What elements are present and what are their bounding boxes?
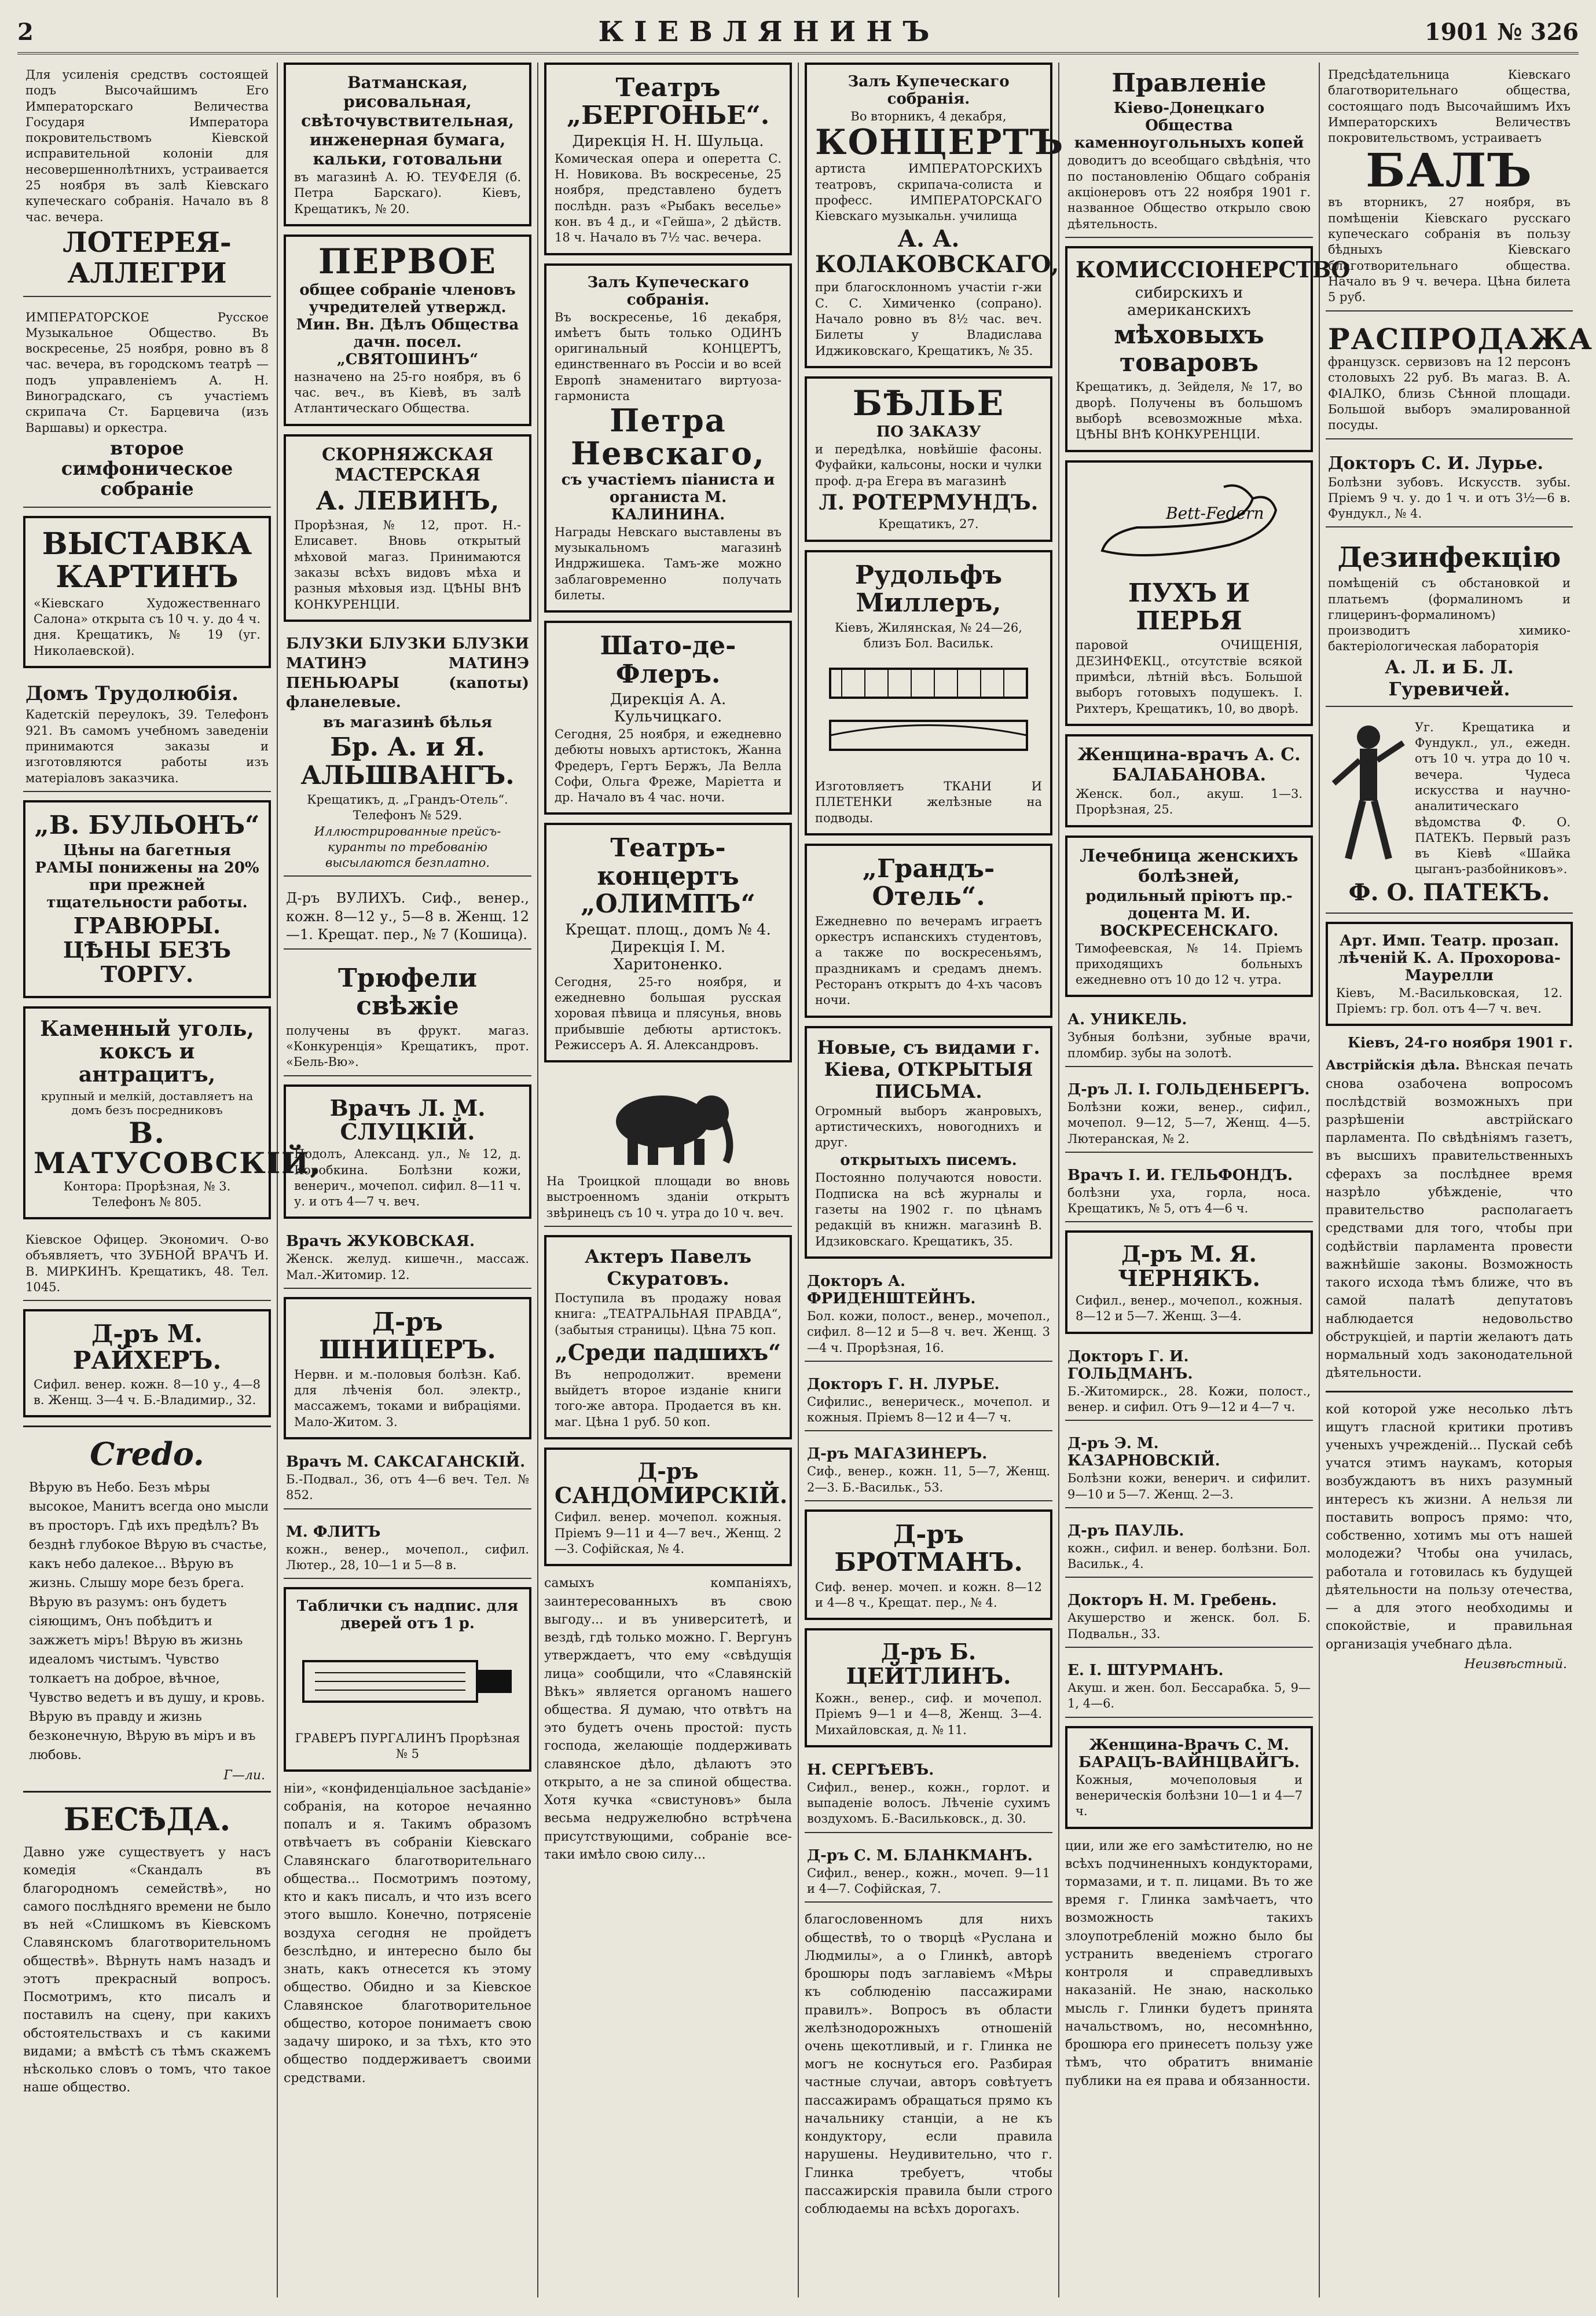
plates-ad <box>284 1587 531 1772</box>
actor-title: Актеръ Павелъ Скуратовъ. <box>584 1245 752 1290</box>
feather-ad <box>1065 460 1313 726</box>
lottery-title: ЛОТЕРЕЯ-АЛЛЕГРИ <box>63 226 232 290</box>
sergeev-ad <box>805 1756 1052 1833</box>
paper-ad <box>284 63 531 226</box>
board-text: доводитъ до всеобщаго свѣдѣнія, что по постановленію Общаго собранія акціонеровъ отъ 22 ноября 1901 г. названное Общество открыло свою дѣятельность. <box>1067 153 1311 231</box>
frames-text: Цѣны на багетныя РАМЫ понижены на 20% при прежней тщательности работы. <box>35 842 259 912</box>
shnitser-name: Д-ръ ШНИЦЕРЪ. <box>319 1307 496 1365</box>
talk-text: Давно уже существуетъ у насъ комедія «Скандалъ въ благородномъ семействѣ», но самого послѣдняго времени не было въ ней «Слишкомъ въ Кіевскомъ Славянскомъ благотворительномъ обществѣ». Вѣрнуть намъ назадъ и этотъ прекрасный вопросъ. Посмотримъ, кто писалъ и поставилъ на сцену, при какихъ обстоятельствахъ и съ какими видами; а вмѣстѣ съ тѣмъ скажемъ нѣсколько словъ о томъ, что такое наше общество. <box>23 1845 271 2095</box>
disinfect-ad <box>1326 536 1573 706</box>
column-6 <box>1320 63 1593 2297</box>
brotman-text: Сиф. венер. мочеп. и кожн. 8—12 и 4—8 ч., Крещат. пер., № 4. <box>815 1580 1042 1610</box>
column-2 <box>278 63 538 2297</box>
raikher-name: Д-ръ М. РАЙХЕРЪ. <box>72 1320 222 1375</box>
sale-ad <box>1326 320 1593 439</box>
commission-title: КОМИССІОНЕРСТВО <box>1076 256 1351 283</box>
lurie-ad <box>805 1370 1052 1432</box>
column-5 <box>1059 63 1351 2297</box>
blankman-ad <box>805 1841 1052 1903</box>
kolakovsky-hall: Залъ Купеческаго собранія. <box>847 73 1010 108</box>
disinfect-title: Дезинфекцію <box>1337 541 1561 574</box>
maginer-text: Сиф., венер., кожн. 11, 5—7, Женщ. 2—3. Б.-Васильк., 53. <box>807 1464 1050 1494</box>
paul-ad <box>1065 1516 1313 1578</box>
coal-title: Каменный уголь, коксъ и антрацитъ, <box>40 1016 254 1087</box>
concert-title: второе симфоническое собраніе <box>61 437 233 500</box>
kazarnovsky-text: Болѣзни кожи, венерич. и сифилит. 9—10 и 5—7. Женщ. 2—3. <box>1067 1471 1311 1501</box>
clinic-sub: родильный пріютъ пр.-доцента М. И. ВОСКРЕСЕНСКАГО. <box>1085 887 1293 940</box>
exhibition-text: «Кіевскаго Художественнаго Салона» открыта съ 10 ч. у. до 4 ч. дня. Крещатикъ, № 19 (уг. Николаевской). <box>34 596 261 658</box>
chateau-ad <box>544 621 792 815</box>
sergeev-name: Н. СЕРГѢЕВЪ. <box>807 1761 934 1779</box>
lurie-text: Сифилис., венерическ., мочепол. и кожныя. Пріемъ 8—12 и 4—7 ч. <box>807 1394 1050 1425</box>
commission-ad <box>1065 246 1351 452</box>
grand-hotel-ad <box>805 844 1052 1018</box>
theatre-ad <box>1326 922 1573 1027</box>
mid-article-col6: кой которой уже несолько лѣтъ ищутъ гласной критики противъ ученыхъ учрежденій... Пускай себѣ учатся этимъ наукамъ, которыя возбуждаютъ въ нихъ разумный интересъ къ жизни. А нельзя ли поставить вопросъ прямо: что, собственно, хотимъ мы отъ нашей молодежи? Чтобы она училась, работала и готовилась къ будущей дѣятельности на пользу отечества, — а для этого необходимы и спокойствіе, и правильная организація учебнаго дѣла. <box>1326 1402 1573 1652</box>
sandomirsky-name: Д-ръ САНДОМИРСКІЙ. <box>555 1457 788 1508</box>
concert-title: КОНЦЕРТЪ <box>815 122 1065 163</box>
bergonie-sub: Дирекція Н. Н. Шульца. <box>572 132 764 150</box>
coal-name: В. МАТУСОВСКІЙ, <box>34 1115 321 1180</box>
balabanova-text: Женск. бол., акуш. 1—3. Прорѣзная, 25. <box>1076 786 1303 817</box>
elephant-text: На Троицкой площади во вновь выстроенномъ зданіи открытъ звѣринецъ съ 10 ч. утра до 10 ч. веч. <box>546 1174 790 1220</box>
bed-frame-icon <box>815 657 1042 773</box>
flit-ad <box>284 1518 531 1580</box>
exhibition-title: ВЫСТАВКА КАРТИНЪ <box>42 526 252 595</box>
board-sub: Кіево-Донецкаго Общества каменноугольныхъ копей <box>1074 100 1304 152</box>
mid-article-col2: ніи», «конфиденціальное засѣданіе» собранія, на которое нечаянно попалъ и я. Такимъ образомъ отвѣчаетъ въ собраніи Кіевскаго Славянскаго благотворительнаго общества... Посмотримъ поэтому, кто и какъ писалъ, и что изъ всего этого вышло. Конечно, потрясеніе воздуха сегодня не пройдетъ безслѣдно, и интересно было бы знать, какъ отнесется къ этому общество. Обидно и за Кіевское Славянское благотворительное общество, которое понимаетъ свою задачу широко, и за тѣхъ, кто это общество поддерживаетъ своими средствами. <box>284 1781 531 2086</box>
credo-poem: Вѣрую въ Небо. Безъ мѣры высокое, Манитъ всегда оно мысли въ просторъ. Гдѣ ихъ предѣлъ? Въ безднѣ глубокое Вѣрую въ счастье, какъ небо далекое... Вѣрую въ жизнь. Слышу море безъ брега. Вѣрую въ разумъ: онъ будетъ сіяющимъ, Онъ побѣдитъ и зажжетъ міръ! Вѣрую въ жизнь идеаломъ чистымъ. Чувство толкаетъ на доброе, вѣчное, Чувство ведетъ и въ душу, и кровь. Вѣрую въ правду и жизнь безконечную, Вѣрую въ міръ и въ любовь. <box>29 1481 269 1763</box>
lottery-ad <box>23 63 271 297</box>
gelfond-name: Врачъ І. И. ГЕЛЬФОНДЪ. <box>1067 1166 1293 1184</box>
clinic-ad <box>1065 835 1313 998</box>
unikel-name: А. УНИКЕЛЬ. <box>1067 1011 1187 1029</box>
elephant-icon <box>546 1081 790 1168</box>
linen-text: и передѣлка, новѣйшіе фасоны. Фуфайки, кальсоны, носки и чулки проф. д-ра Егера въ магазинѣ <box>815 442 1042 488</box>
plates-title: Таблички съ надпис. для дверей отъ 1 р. <box>296 1597 519 1633</box>
linen-addr: Крещатикъ, 27. <box>878 517 979 532</box>
nevsky-name: Петра Невскаго, <box>571 402 765 472</box>
ball-intro: Предсѣдательница Кіевскаго благотворительнаго общества, состоящаго подъ Высочайшимъ Ихъ Императорскихъ Величествъ покровительствомъ, устраиваетъ <box>1328 68 1571 145</box>
goldenberg-name: Д-ръ Л. І. ГОЛЬДЕНБЕРГЪ. <box>1067 1080 1310 1098</box>
chernyak-name: Д-ръ М. Я. ЧЕРНЯКЪ. <box>1118 1241 1260 1292</box>
saksagansky-name: Врачъ М. САКСАГАНСКІЙ. <box>286 1453 526 1471</box>
kazarnovsky-name: Д-ръ Э. М. КАЗАРНОВСКІЙ. <box>1067 1435 1220 1470</box>
olimp-text: Сегодня, 25-го ноября, и ежедневно большая русская хоровая пѣвица и плясунья, вновь прибывшіе дебюты артистокъ. Режиссеръ А. Я. Александровъ. <box>555 974 782 1052</box>
paul-text: кожн., сифил. и венер. болѣзни. Бол. Васильк., 4. <box>1067 1541 1311 1571</box>
dateline: Кіевъ, 24-го ноября 1901 г. <box>1348 1034 1573 1051</box>
clinic-text: Тимофеевская, № 14. Пріемъ приходящихъ больныхъ ежедневно отъ 10 до 12 ч. утра. <box>1076 941 1303 987</box>
grebnev-name: Докторъ Н. М. Гребень. <box>1067 1592 1277 1610</box>
unikel-ad <box>1065 1005 1313 1067</box>
gelfond-text: болѣзни уха, горла, носа. Крещатикъ, № 5, отъ 4—6 ч. <box>1067 1185 1311 1216</box>
olimp-sub: Крещат. площ., домъ № 4. Дирекція І. М. Харитоненко. <box>565 921 771 973</box>
unikel-text: Зубныя болѣзни, зубные врачи, пломбир. зубы на золотѣ. <box>1067 1030 1311 1060</box>
austria-title: Австрійскія дѣла. <box>1326 1058 1460 1073</box>
paper-title: Ватманская, рисовальная, свѣточувствительная, инженерная бумага, кальки, готовальни <box>301 73 514 168</box>
chernyak-ad <box>1065 1230 1313 1333</box>
shturman-ad <box>1065 1656 1313 1718</box>
austria-article <box>1326 1057 1573 1382</box>
frames-ad <box>23 800 271 998</box>
actor-ad <box>544 1235 792 1439</box>
sandomirsky-text: Сифил. венер. мочепол. кожныя. Пріемъ 9—11 и 4—7 веч., Женщ. 2—3. Софійская, № 4. <box>555 1510 782 1556</box>
vulikh-text: Д-ръ ВУЛИХЪ. Сиф., венер., кожн. 8—12 у., 5—8 в. Женщ. 12—1. Крещат. пер., № 7 (Кошица). <box>286 890 529 943</box>
raikher-ad <box>23 1309 271 1417</box>
balabanova-name: Женщина-врачъ А. С. БАЛАБАНОВА. <box>1077 744 1301 785</box>
maginer-name: Д-ръ МАГАЗИНЕРЪ. <box>807 1445 988 1463</box>
slutsky-text: Подолъ, Александ. ул., № 12, д. Коробкина. Болѣзни кожи, венерич., мочепол. сифил. 8—11 ч. у. и отъ 4—7 ч. веч. <box>294 1147 521 1209</box>
tseitlin-name: Д-ръ Б. ЦЕЙТЛИНЪ. <box>846 1639 1011 1690</box>
fur-ad <box>284 434 531 622</box>
patek-name: Ф. О. ПАТЕКЪ. <box>1348 878 1550 906</box>
gypsy-text: Уг. Крещатика и Фундукл., ул., ежедн. отъ 10 ч. утра до 10 ч. вечера. Чудеса искусства и научно-аналитическаго вѣдомства Ф. О. ПАТЕКЪ. Первый разъ въ Кіевѣ «Шайка цыганъ-разбойниковъ». <box>1415 720 1571 877</box>
section-divider <box>1326 1391 1573 1392</box>
meeting-ad <box>284 234 531 426</box>
exhibition-ad <box>23 516 271 669</box>
shop-note: Иллюстрированные прейсъ-куранты по требованію высылаются безплатно. <box>314 824 501 870</box>
saksagansky-ad <box>284 1448 531 1509</box>
concert-sub: артиста ИМПЕРАТОРСКИХЪ театровъ, скрипача-солиста и професс. ИМПЕРАТОРСКАГО Кіевскаго музыкальн. училища <box>815 162 1042 223</box>
linen-name: Л. РОТЕРМУНДЪ. <box>819 490 1039 515</box>
truffle-text: получены въ фрукт. магаз. «Конкуренція» Крещатикъ, прот. «Бель-Вю». <box>286 1023 529 1069</box>
book-text: Въ непродолжит. времени выйдетъ второе изданіе книги того-же автора. Продается въ кн. маг. Цѣна 1 руб. 50 коп. <box>555 1367 782 1429</box>
goldenberg-ad <box>1065 1075 1313 1153</box>
brotman-name: Д-ръ БРОТМАНЪ. <box>834 1520 1023 1578</box>
shop-title: въ магазинѣ бѣлья <box>322 714 493 732</box>
acrobat-icon <box>1328 720 1409 878</box>
slutsky-ad <box>284 1084 531 1219</box>
blankman-text: Сифил., венер., кожн., мочеп. 9—11 и 4—7. Софійская, 7. <box>807 1866 1050 1896</box>
page-number: 2 <box>17 18 34 46</box>
coal-sub: крупный и мелкій, доставляетъ на домъ безъ посредниковъ <box>41 1089 254 1117</box>
miller-goods: Изготовляетъ ТКАНИ И ПЛЕТЕНКИ желѣзные на подводы. <box>815 779 1042 825</box>
postcard-ad <box>805 1026 1052 1259</box>
stamp-text: ГРАВЕРЪ ПУРГАЛИНЪ Прорѣзная № 5 <box>295 1731 520 1761</box>
chateau-text: Сегодня, 25 ноября, и ежедневно дебюты новыхъ артистокъ, Жанна Фредеръ, Гертъ Бержъ, Ла Велла Софи, Ольга Фреже, Маріетта и др. Начало въ 4 час. ночи. <box>555 727 782 805</box>
raikher-text: Сифил. венер. кожн. 8—10 у., 4—8 в. Женщ. 3—4 ч. Б.-Владимир., 32. <box>34 1377 261 1407</box>
paper-contact: въ магазинѣ А. Ю. ТЕУФЕЛЯ (б. Петра Барскаго). Кіевъ, Крещатикъ, № 20. <box>294 170 521 216</box>
maginer-ad <box>805 1439 1052 1501</box>
barats-text: Кожныя, мочеполовыя и венерическія болѣзни 10—1 и 4—7 ч. <box>1076 1772 1303 1819</box>
bergonie-title: Театръ „БЕРГОНЬЕ“. <box>566 73 770 131</box>
fridenstein-name: Докторъ А. ФРИДЕНШТЕЙНЪ. <box>807 1272 976 1307</box>
shnitser-ad <box>284 1297 531 1439</box>
sale-text: французск. сервизовъ на 12 персонъ столовыхъ 22 руб. Въ магаз. В. А. ФІАЛКО, близь Сѣнной площади. Большой выборъ эмалированной посуды. <box>1328 355 1571 433</box>
postcard-more: открытыхъ писемъ. <box>840 1152 1017 1170</box>
newspaper-title: КІЕВЛЯНИНЪ <box>598 16 940 48</box>
blouse-text: БЛУЗКИ БЛУЗКИ БЛУЗКИ МАТИНЭ МАТИНЭ ПЕНЬЮАРЫ (капоты) фланелевые. <box>286 635 529 712</box>
austria-text: Вѣнская печать снова озабочена вопросомъ послѣдствій возможныхъ при разрѣшеніи австрійскаго парламента. По свѣдѣніямъ газетъ, въ высшихъ правительственныхъ сферахъ за послѣднее время назрѣло убѣжденіе, что правительство располагаетъ средствами для того, чтобы при содѣйствіи парламента провести важнѣйшіе законы. Возможность такого исхода тѣмъ ближе, что въ самой палатѣ депутатовъ наблюдается недовольство обструкціей, и партіи желаютъ дать нормальный ходъ законодательной дѣятельности. <box>1326 1058 1573 1381</box>
lottery-text: Для усиленія средствъ состоящей подъ Высочайшимъ Его Императорскаго Величества Государя Императора покровительствомъ Кіевской исправительной колоніи для несовершеннолѣтнихъ, устраивается 25 ноября въ залѣ Кіевскаго купеческаго собранія. Начало въ 8 час. вечера. <box>25 68 269 224</box>
nevsky-text: Награды Невскаго выставлены въ музыкальномъ магазинѣ Индржишека. Тамъ-же можно заблаговременно получать билеты. <box>555 525 782 602</box>
frames-title: „В. БУЛЬОНЪ“ <box>34 810 260 840</box>
goldman-ad <box>1065 1342 1313 1421</box>
ball-title: БАЛЪ <box>1366 143 1533 198</box>
officer-text: Кіевское Офицер. Экономич. О-во объявляетъ, что ЗУБНОЙ ВРАЧЪ И. В. МИРКИНЪ. Крещатикъ, 48. Тел. 1045. <box>25 1233 269 1294</box>
column-1 <box>17 63 321 2297</box>
concert-ad <box>23 305 271 508</box>
meeting-sub: общее собраніе членовъ учредителей утвержд. Мин. Вн. Дѣлъ Общества дачн. посел. „СВЯТОШИНЪ“ <box>296 281 519 368</box>
slutsky-name: Врачъ Л. М. СЛУЦКІЙ. <box>329 1094 486 1145</box>
board-title: Правленіе <box>1111 68 1267 98</box>
issue-number: 1901 № 326 <box>1424 18 1579 46</box>
coal-ad <box>23 1006 321 1219</box>
disinfect-name: А. Л. и Б. Л. Гуревичей. <box>1385 655 1514 700</box>
theatre-text: Кіевъ, М.-Васильковская, 12. Пріемъ: гр. бол. отъ 4—7 ч. веч. <box>1336 985 1562 1016</box>
actor-text: Поступила въ продажу новая книга: „ТЕАТРАЛЬНАЯ ПРАВДА“, (забытыя страницы). Цѣна 75 коп. <box>555 1291 782 1337</box>
sandomirsky-ad <box>544 1448 792 1566</box>
section-divider <box>23 1425 271 1427</box>
board-ad <box>1065 63 1313 238</box>
miller-addr: Кіевъ, Жилянская, № 24—26, близъ Бол. Васильк. <box>835 620 1022 650</box>
zhukovsky-name: Врачъ ЖУКОВСКАЯ. <box>286 1233 475 1251</box>
kolakovsky-date: Во вторникъ, 4 декабря, <box>850 109 1007 123</box>
engrave-text: ГРАВЮРЫ. ЦѢНЫ БЕЗЪ ТОРГУ. <box>63 913 232 987</box>
balabanova-ad <box>1065 734 1313 827</box>
olimp-ad <box>544 823 792 1062</box>
column-3 <box>538 63 799 2297</box>
linen-sub: ПО ЗАКАЗУ <box>876 423 981 441</box>
zhukovsky-text: Женск. желуд. кишечн., массаж. Мал.-Житомир. 12. <box>286 1252 529 1282</box>
coal-contact: Контора: Прорѣзная, № 3. Телефонъ № 805. <box>63 1179 231 1209</box>
nevsky-ad <box>544 263 792 613</box>
ball-text: въ вторникъ, 27 ноября, въ помѣщеніи Кіевскаго русскаго купеческаго собранія въ пользу бѣдныхъ Кіевскаго благотворительнаго общества. Начало въ 9 ч. вечера. Цѣна билета 5 руб. <box>1328 195 1571 305</box>
chateau-sub: Дирекція А. А. Кульчицкаго. <box>610 690 727 725</box>
gelfond-ad <box>1065 1161 1313 1223</box>
furs-text: Крещатикъ, д. Зейделя, № 17, во дворѣ. Получены въ большомъ выборѣ всевозможные мѣха. ЦѢНЫ ВНѢ КОНКУРЕНЦІИ. <box>1076 380 1303 442</box>
feather-title: ПУХЪ И ПЕРЬЯ <box>1128 578 1250 636</box>
paul-name: Д-ръ ПАУЛЬ. <box>1067 1522 1184 1540</box>
blankman-name: Д-ръ С. М. БЛАНКМАНЪ. <box>807 1846 1033 1864</box>
sergeev-text: Сифил., венер., кожн., горлот. и выпаденіе волосъ. Лѣченіе сухимъ воздухомъ. Б.-Васильковск., д. 30. <box>807 1780 1050 1826</box>
ball-ad <box>1326 63 1573 312</box>
feather-text: паровой ОЧИЩЕНІЯ, ДЕЗИНФЕКЦ., отсутствіе всякой примѣси, лѣтній вѣсъ. Большой выборъ готовыхъ подушекъ. І. Рихтеръ, Крещатикъ, 10, во дворѣ. <box>1076 638 1303 716</box>
goldman-name: Докторъ Г. И. ГОЛЬДМАНЪ. <box>1067 1347 1193 1383</box>
goldenberg-text: Болѣзни кожи, венер., сифил., мочепол. 9—12, 5—7, Женщ. 4—5. Лютеранская, № 2. <box>1067 1100 1311 1146</box>
grand-title: „Грандъ-Отель“. <box>862 854 995 912</box>
mid-article-col4: благословенномъ для нихъ обществѣ, то о творцѣ «Руслана и Людмилы», а о Глинкѣ, авторѣ брошюры подъ заглавіемъ «Мѣры къ соблюденію пассажирами правилъ». Вопросъ въ области желѣзнодорожныхъ отношеній очень щекотливый, и г. Глинка не могъ не коснуться его. Разбирая частные случаи, авторъ совѣтуетъ пассажирамъ обращаться прямо къ начальнику станціи, а не къ кондуктору, если правила нарушены. Неудивительно, что г. Глинка требуетъ, чтобы пассажирскія правила были строго соблюдаемы на всѣхъ дорогахъ. <box>805 1912 1052 2217</box>
meeting-text: назначено на 25-го ноября, въ 6 час. веч., въ Кіевѣ, въ залѣ Атлантическаго Общества. <box>294 369 521 416</box>
chernyak-text: Сифил., венер., мочепол., кожныя. 8—12 и 5—7. Женщ. 3—4. <box>1076 1293 1303 1324</box>
nevsky-hall: Залъ Купеческаго собранія. <box>587 273 749 309</box>
barats-ad <box>1065 1726 1313 1829</box>
saksagansky-text: Б.-Подвал., 36, отъ 4—6 веч. Тел. № 852. <box>286 1472 529 1503</box>
grand-text: Ежедневно по вечерамъ играетъ оркестръ испанскихъ студентовъ, а также по воскресеньямъ, праздникамъ и средамъ днемъ. Ресторанъ открытъ до 4-хъ часовъ ночи. <box>815 914 1042 1007</box>
column-4 <box>799 63 1065 2297</box>
shturman-name: Е. І. ШТУРМАНЪ. <box>1067 1662 1224 1680</box>
lurie-dentist-name: Докторъ С. И. Лурье. <box>1328 453 1543 474</box>
flit-name: М. ФЛИТЪ <box>286 1523 381 1541</box>
officer-ad <box>23 1227 271 1301</box>
nevsky-intro: Въ воскресенье, 16 декабря, имѣетъ быть только ОДИНЪ оригинальный КОНЦЕРТЪ, единственнаго въ Россіи и во всей Европѣ знаменитаго виртуоза-гармониста <box>555 310 782 404</box>
commission-sub: сибирскихъ и американскихъ <box>1127 284 1251 319</box>
miller-ad <box>805 550 1052 835</box>
kolakovsky-name: А. А. КОЛАКОВСКАГО, <box>815 225 1059 278</box>
shnitser-text: Нервн. и м.-половыя болѣзн. Каб. для лѣченія бол. электр., массажемъ, токами и вибраціями. Мало-Житом. 3. <box>294 1367 521 1429</box>
mid-article-col5: ции, или же его замѣстителю, но не всѣхъ подчиненныхъ кондукторами, тормазами, и т. п. лицами. Въ то же время г. Глинка замѣчаетъ, что возможность такихъ злоупотребленій можно было бы устранить введеніемъ строгаго контроля и справедливыхъ наказаній. Не знаю, насколько мысль г. Глинки будетъ принята начальствомъ, но, несомнѣнно, брошюра его принесетъ пользу уже тѣмъ, что обратитъ вниманіе публики на ея права и обязанности. <box>1065 1838 1313 2088</box>
fur-name: А. ЛЕВИНЪ, <box>315 486 500 516</box>
miller-name: Рудольфъ Миллеръ, <box>854 560 1003 618</box>
article-sign: Неизвѣстный. <box>1464 1657 1567 1672</box>
zhukovsky-ad <box>284 1227 531 1289</box>
tseitlin-ad <box>805 1628 1052 1747</box>
nevsky-sub: съ участіемъ піаниста и органиста М. КАЛИНИНА. <box>561 471 775 523</box>
shop-name: Бр. А. и Я. АЛЬШВАНГЪ. <box>300 732 515 790</box>
furs-title: мѣховыхъ товаровъ <box>1114 320 1264 378</box>
disinfect-text: помѣщеній съ обстановкой и платьемъ (формалиномъ и глицеринъ-формалиномъ) производитъ химико-бактеріологическая лабораторія <box>1328 576 1571 654</box>
credo-title: Credo. <box>90 1435 204 1473</box>
tseitlin-text: Кожн., венер., сиф. и мочепол. Пріемъ 9—1 и 4—8, Женщ. 3—4. Михайловская, д. № 11. <box>815 1691 1042 1737</box>
chateau-title: Шато-де-Флеръ. <box>600 631 736 689</box>
truffle-title: Трюфели свѣжіе <box>338 963 477 1021</box>
swan-logo-icon <box>1076 475 1303 574</box>
concert-text: ИМПЕРАТОРСКОЕ Русское Музыкальное Общество. Въ воскресенье, 25 ноября, ровно въ 8 час. вечера, въ городскомъ театрѣ — подъ управленіемъ А. Н. Виноградскаго, съ участіемъ скрипача Ст. Барцевича (изъ Варшавы) и оркестра. <box>25 310 269 435</box>
postcard-subscription: Постоянно получаются новости. Подписка на всѣ журналы и газеты на 1902 г. по цѣнамъ редакцій въ книжн. магазинѣ В. Идзиковскаго. Крещатикъ, 35. <box>815 1171 1042 1248</box>
kolakovsky-text: при благосклонномъ участіи г-жи С. С. Химиченко (сопрано). Начало ровно въ 8½ час. веч. Билеты у Владислава Иджиковскаго, Крещатикъ, № 35. <box>815 280 1042 358</box>
credo-sign: Г—ли. <box>223 1768 265 1783</box>
theatre-title: Арт. Имп. Театр. прозап. лѣченій К. А. Прохорова-Маурелли <box>1338 932 1561 984</box>
linen-title: БѢЛЬЕ <box>852 383 1005 424</box>
shop-addr: Крещатикъ, д. „Грандъ-Отель“. Телефонъ № 529. <box>307 792 508 823</box>
fridenstein-ad <box>805 1267 1052 1362</box>
brotman-ad <box>805 1509 1052 1620</box>
grebnev-text: Акушерство и женск. бол. Б. Подвальн., 33. <box>1067 1611 1311 1641</box>
lurie-dentist-text: Болѣзни зубовъ. Искусств. зубы. Пріемъ 9 ч. у. до 1 ч. и отъ 3½—6 в. Фундукл., № 4. <box>1328 475 1571 521</box>
fur-text: Прорѣзная, № 12, прот. Н.-Елисавет. Вновь открытый мѣховой магаз. Принимаются заказы всѣхъ видовъ мѣха и разныя мѣховыя изд. ЦѢНЫ ВНѢ КОНКУРЕНЦІИ. <box>294 518 521 611</box>
bergonie-text: Комическая опера и оперетта С. Н. Новикова. Въ воскресенье, 25 ноября, представлено будетъ послѣдн. разъ «Рыбакъ веселье» кон. въ 4 д., и «Гейша», 2 дѣйств. 18 ч. Начало въ 7½ час. вечера. <box>555 151 782 245</box>
fridenstein-text: Бол. кожи, полост., венер., мочепол., сифил. 8—12 и 5—8 ч. веч. Женщ. 3—4 ч. Прорѣзная, 16. <box>807 1309 1050 1355</box>
section-divider <box>23 1791 271 1793</box>
feather-logo-text: Bett-Federn <box>1166 503 1264 523</box>
gypsy-ad <box>1326 715 1573 914</box>
blouse-ad <box>284 630 531 877</box>
linen-ad <box>805 376 1052 542</box>
postcard-text: Огромный выборъ жанровыхъ, артистическихъ, новогоднихъ и друг. <box>815 1104 1042 1150</box>
kazarnovsky-ad <box>1065 1429 1313 1508</box>
trud-text: Кадетскій переулокъ, 39. Телефонъ 921. Въ самомъ учебномъ заведеніи принимаются заказы и изготовляются работы изъ матеріаловъ заказчика. <box>25 708 269 785</box>
barats-name: Женщина-Врачъ С. М. БАРАЦЪ-ВАЙНЦВАЙГЪ. <box>1078 1736 1300 1771</box>
mid-article-col3: самыхъ компаніяхъ, заинтересованныхъ въ свою выгоду... и въ университетѣ, и вездѣ, гдѣ только можно. Г. Вергунъ утверждаетъ, что ему «свѣдущія лица» сообщили, что «Славянскій Вѣкъ» является органомъ нашего общества. Я думаю, что отвѣтъ на это будетъ очень простой: пусть господа, желающіе поддерживать славянское дѣло, дѣлаютъ это открыто, а не за спиной общества. Хотя кучка «свистуновъ» была весьма недружелюбно встрѣчена присутствующими, собраніе все-таки имѣло свою силу... <box>544 1576 792 1862</box>
sale-title: РАСПРОДАЖА <box>1328 321 1593 356</box>
meeting-title: ПЕРВОЕ <box>318 241 497 282</box>
stamp-icon <box>294 1638 521 1725</box>
shturman-text: Акуш. и жен. бол. Бессарабка. 5, 9—1, 4—6. <box>1067 1681 1311 1711</box>
fur-title: СКОРНЯЖСКАЯ МАСТЕРСКАЯ <box>321 444 494 485</box>
talk-title: БЕСѢДА. <box>63 1801 231 1838</box>
clinic-title: Лечебница женскихъ болѣзней, <box>1080 845 1298 886</box>
grebnev-ad <box>1065 1586 1313 1648</box>
bergonie-ad <box>544 63 792 255</box>
menagerie-ad <box>544 1071 792 1227</box>
trud-title: Домъ Трудолюбія. <box>25 682 239 706</box>
book-title: „Среди падшихъ“ <box>555 1339 782 1365</box>
olimp-title: Театръ-концертъ „ОЛИМПЪ“ <box>581 833 755 919</box>
vulikh-ad <box>284 885 531 950</box>
masthead <box>17 12 1579 54</box>
postcard-title: Новые, съ видами г. Кіева, ОТКРЫТЫЯ ПИСЬМА. <box>817 1036 1040 1102</box>
lurie-dentist-ad <box>1326 448 1573 528</box>
kolakovsky-ad <box>805 63 1065 368</box>
flit-text: кожн., венер., мочепол., сифил. Лютер., 28, 10—1 и 5—8 в. <box>286 1542 529 1572</box>
lurie-name: Докторъ Г. Н. ЛУРЬЕ. <box>807 1375 1000 1393</box>
goldman-text: Б.-Житомирск., 28. Кожи, полост., венер. и сифил. Отъ 9—12 и 4—7 ч. <box>1067 1384 1311 1414</box>
truffle-ad <box>284 958 531 1076</box>
trud-ad <box>23 676 271 792</box>
newspaper-page <box>17 12 1593 2304</box>
